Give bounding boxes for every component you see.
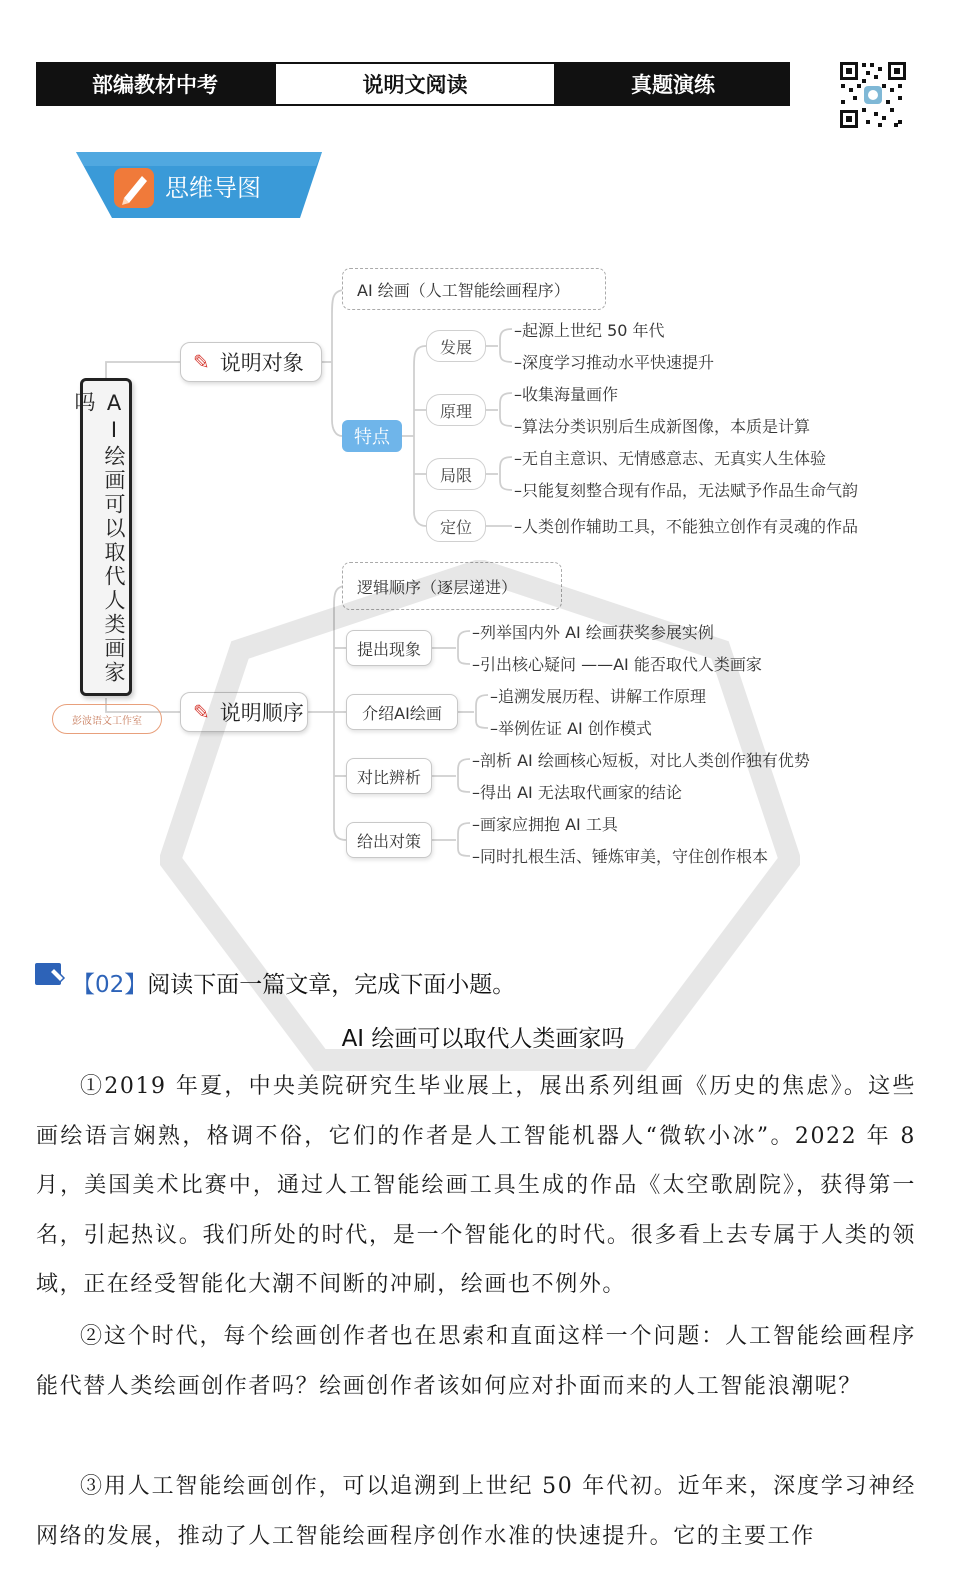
article-paragraph: ②这个时代，每个绘画创作者也在思索和直面这样一个问题：人工智能绘画程序能代替人类绘画创作者吗？绘画创作者该如何应对扑面而来的人工智能浪潮呢？	[36, 1324, 916, 1399]
feature-node: 特点	[342, 420, 402, 452]
step-phenomenon-item: –引出核心疑问 ——AI 能否取代人类画家	[472, 655, 762, 674]
object-definition-box: AI 绘画（人工智能绘画程序）	[342, 268, 606, 310]
header-tab-practice: 真题演练	[556, 62, 790, 106]
question-prompt: 阅读下面一篇文章，完成下面小题。	[147, 972, 516, 998]
header-tab-genre: 说明文阅读	[274, 62, 556, 106]
order-type-box: 逻辑顺序（逐层递进）	[342, 562, 562, 610]
feature-principle-item: –算法分类识别后生成新图像，本质是计算	[514, 417, 811, 436]
pencil-icon: ✎	[193, 350, 210, 374]
feature-principle: 原理	[426, 394, 486, 426]
feature-limitation: 局限	[426, 458, 486, 490]
feature-development-item: –起源上世纪 50 年代	[514, 321, 665, 340]
article-paragraph: ③用人工智能绘画创作，可以追溯到上世纪 50 年代初。近年来，深度学习神经网络的发展，推动了人工智能绘画程序创作水准的快速提升。它的主要工作	[36, 1474, 916, 1549]
article-title: AI 绘画可以取代人类画家吗	[341, 1026, 625, 1052]
step-phenomenon: 提出现象	[346, 630, 432, 666]
step-comparison-item: –剖析 AI 绘画核心短板，对比人类创作独有优势	[472, 751, 810, 770]
header-tab-textbook: 部编教材中考	[36, 62, 274, 106]
branch-object-node: ✎ 说明对象	[180, 342, 322, 382]
feature-limitation-item: –无自主意识、无情感意志、无真实人生体验	[514, 449, 827, 468]
step-countermeasure-item: –画家应拥抱 AI 工具	[472, 815, 618, 834]
step-introduction-item: –追溯发展历程、讲解工作原理	[490, 687, 707, 706]
step-introduction-item: –举例佐证 AI 创作模式	[490, 719, 652, 738]
step-comparison-item: –得出 AI 无法取代画家的结论	[472, 783, 682, 802]
banner-title: 思维导图	[165, 174, 261, 202]
mindmap-root-node	[72, 378, 132, 696]
watermark-seal	[160, 560, 800, 1080]
step-comparison: 对比辨析	[346, 758, 432, 794]
branch-order-node: ✎ 说明顺序	[180, 692, 308, 732]
mindmap-root-title: AI绘画可以取代人类画家吗	[72, 391, 126, 685]
feature-position: 定位	[426, 510, 486, 542]
question-number: 【02】	[72, 972, 148, 998]
question-heading	[72, 966, 515, 999]
pencil-icon: ✎	[193, 700, 210, 724]
step-countermeasure: 给出对策	[346, 822, 432, 858]
question-icon	[34, 962, 66, 990]
feature-principle-item: –收集海量画作	[514, 385, 619, 404]
feature-development: 发展	[426, 330, 486, 362]
step-phenomenon-item: –列举国内外 AI 绘画获奖参展实例	[472, 623, 714, 642]
feature-limitation-item: –只能复刻整合现有作品，无法赋予作品生命气韵	[514, 481, 859, 500]
article-paragraph: ①2019 年夏，中央美院研究生毕业展上，展出系列组画《历史的焦虑》。这些画绘语言娴熟，格调不俗，它们的作者是人工智能机器人“微软小冰”。2022 年 8 月，美国美术比赛中，通过人工智能绘画工具生成的作品《太空歌剧院》，获得第一名，引起热议。我们所处的时代，是一个智能化的时代。很多看上去专属于人类的领域，正在经受智能化大潮不间断的冲刷，绘画也不例外。	[36, 1074, 916, 1298]
step-introduction: 介绍AI绘画	[346, 694, 458, 730]
feature-position-item: –人类创作辅助工具，不能独立创作有灵魂的作品	[514, 517, 859, 536]
feature-development-item: –深度学习推动水平快速提升	[514, 353, 715, 372]
studio-tag: 彭波语文工作室	[52, 704, 162, 734]
step-countermeasure-item: –同时扎根生活、锤炼审美，守住创作根本	[472, 847, 769, 866]
